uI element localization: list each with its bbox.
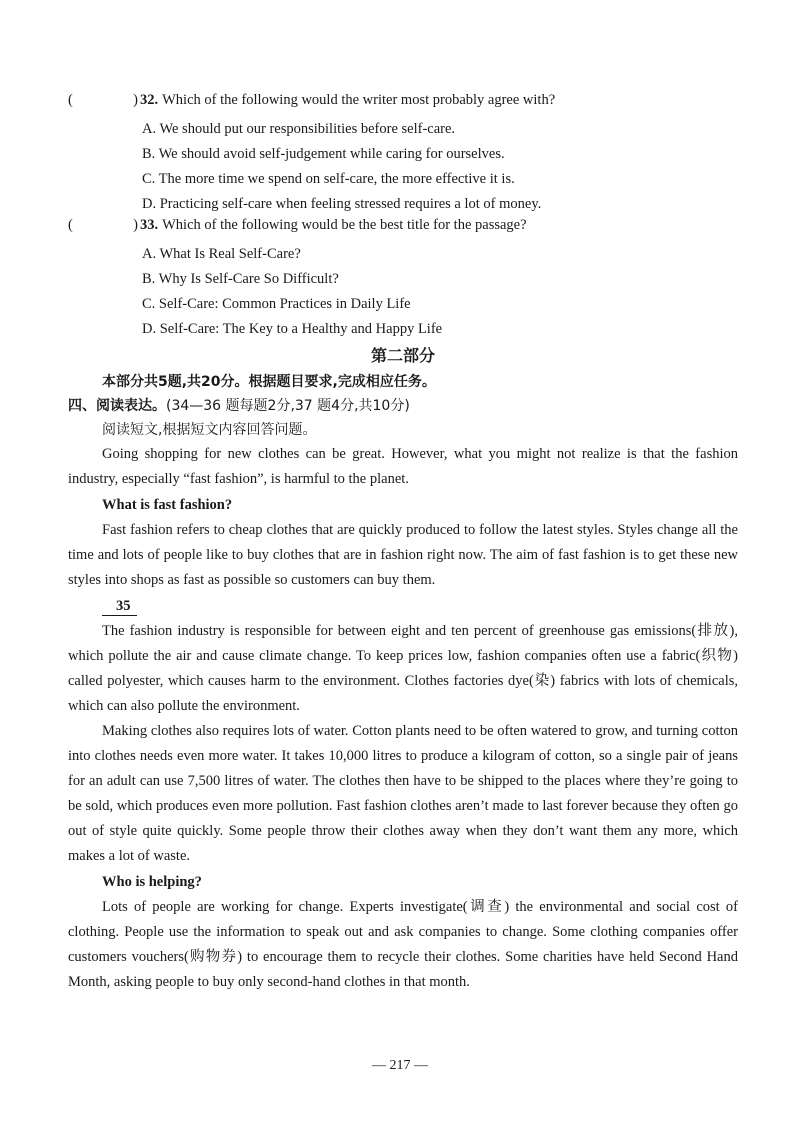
question-number: 33. xyxy=(140,217,159,233)
page-number: — 217 — xyxy=(372,1058,428,1073)
answer-bracket[interactable]: ( ) xyxy=(68,92,138,108)
part-heading xyxy=(68,394,738,418)
paragraph-water: Making clothes also requires lots of water. Cotton plants need to be often watered to grow, and turning cotton into clothes needs even more water. It takes 10,000 litres to produce a kilogram of cotton, so a single pair of jeans for an adult can use 7,500 litres of water. The clothes then have to be shipped to the places where they’re going to be sold, which produces even more pollution. Fast fashion clothes aren’t made to last forever because they often go out of style quite quickly. Some people throw their clothes away when they don’t want them any more, which makes a lot of waste. xyxy=(68,723,738,864)
paragraph-helping: Lots of people are working for change. Experts investigate(调查) the environmental and social cost of clothing. People use the information to speak out and ask companies to change. Some clothing companies offer customers vouchers(购物券) to encourage them to recycle their clothes. Some charities have held Second Hand Month, asking people to buy only second-hand clothes in that month. xyxy=(68,899,738,990)
option-a: A. We should put our responsibilities before self-care. xyxy=(142,121,456,137)
paragraph-emissions: The fashion industry is responsible for between eight and ten percent of greenhouse gas emissions(排放), which pollute the air and cause climate change. To keep prices low, fashion companies often use a fabric(织物) called polyester, which causes harm to the environment. Clothes factories dye(染) fabrics with lots of chemicals, which can also pollute the environment. xyxy=(68,623,738,714)
subheading-fast-fashion: What is fast fashion? xyxy=(102,497,233,513)
option-a: A. What Is Real Self-Care? xyxy=(142,246,301,262)
question-number: 32. xyxy=(140,92,159,108)
section-note: 本部分共5题,共20分。根据题目要求,完成相应任务。 xyxy=(102,374,436,390)
question-stem: Which of the following would be the best title for the passage? xyxy=(162,217,527,233)
part-scoring: (34—36 题每题2分,37 题4分,共10分) xyxy=(166,398,410,414)
blank-35[interactable]: 35 xyxy=(68,593,738,619)
part-label: 四、阅读表达。 xyxy=(68,398,166,414)
option-c: C. The more time we spend on self-care, the more effective it is. xyxy=(142,171,515,187)
option-c: C. Self-Care: Common Practices in Daily Life xyxy=(142,296,411,312)
instruction: 阅读短文,根据短文内容回答问题。 xyxy=(102,422,317,438)
option-d: D. Self-Care: The Key to a Healthy and Happy Life xyxy=(142,321,443,337)
intro-paragraph: Going shopping for new clothes can be great. However, what you might not realize is that the fashion industry, especially “fast fashion”, is harmful to the planet. xyxy=(68,446,738,487)
answer-bracket[interactable]: ( ) xyxy=(68,217,138,233)
subheading-who-is-helping: Who is helping? xyxy=(102,874,202,890)
question-32 xyxy=(68,92,738,117)
worksheet-page xyxy=(68,92,738,995)
option-d: D. Practicing self-care when feeling stressed requires a lot of money. xyxy=(142,196,542,212)
option-b: B. Why Is Self-Care So Difficult? xyxy=(142,271,339,287)
paragraph-fast-fashion: Fast fashion refers to cheap clothes that are quickly produced to follow the latest styles. Styles change all the time and lots of people like to buy clothes that are in fashion right now. The aim of fast fashion is to get these new styles into shops as fast as possible so customers can buy them. xyxy=(68,522,738,588)
question-stem: Which of the following would the writer most probably agree with? xyxy=(162,92,556,108)
question-33 xyxy=(68,217,738,242)
section-title: 第二部分 xyxy=(370,346,435,365)
option-b: B. We should avoid self-judgement while caring for ourselves. xyxy=(142,146,505,162)
